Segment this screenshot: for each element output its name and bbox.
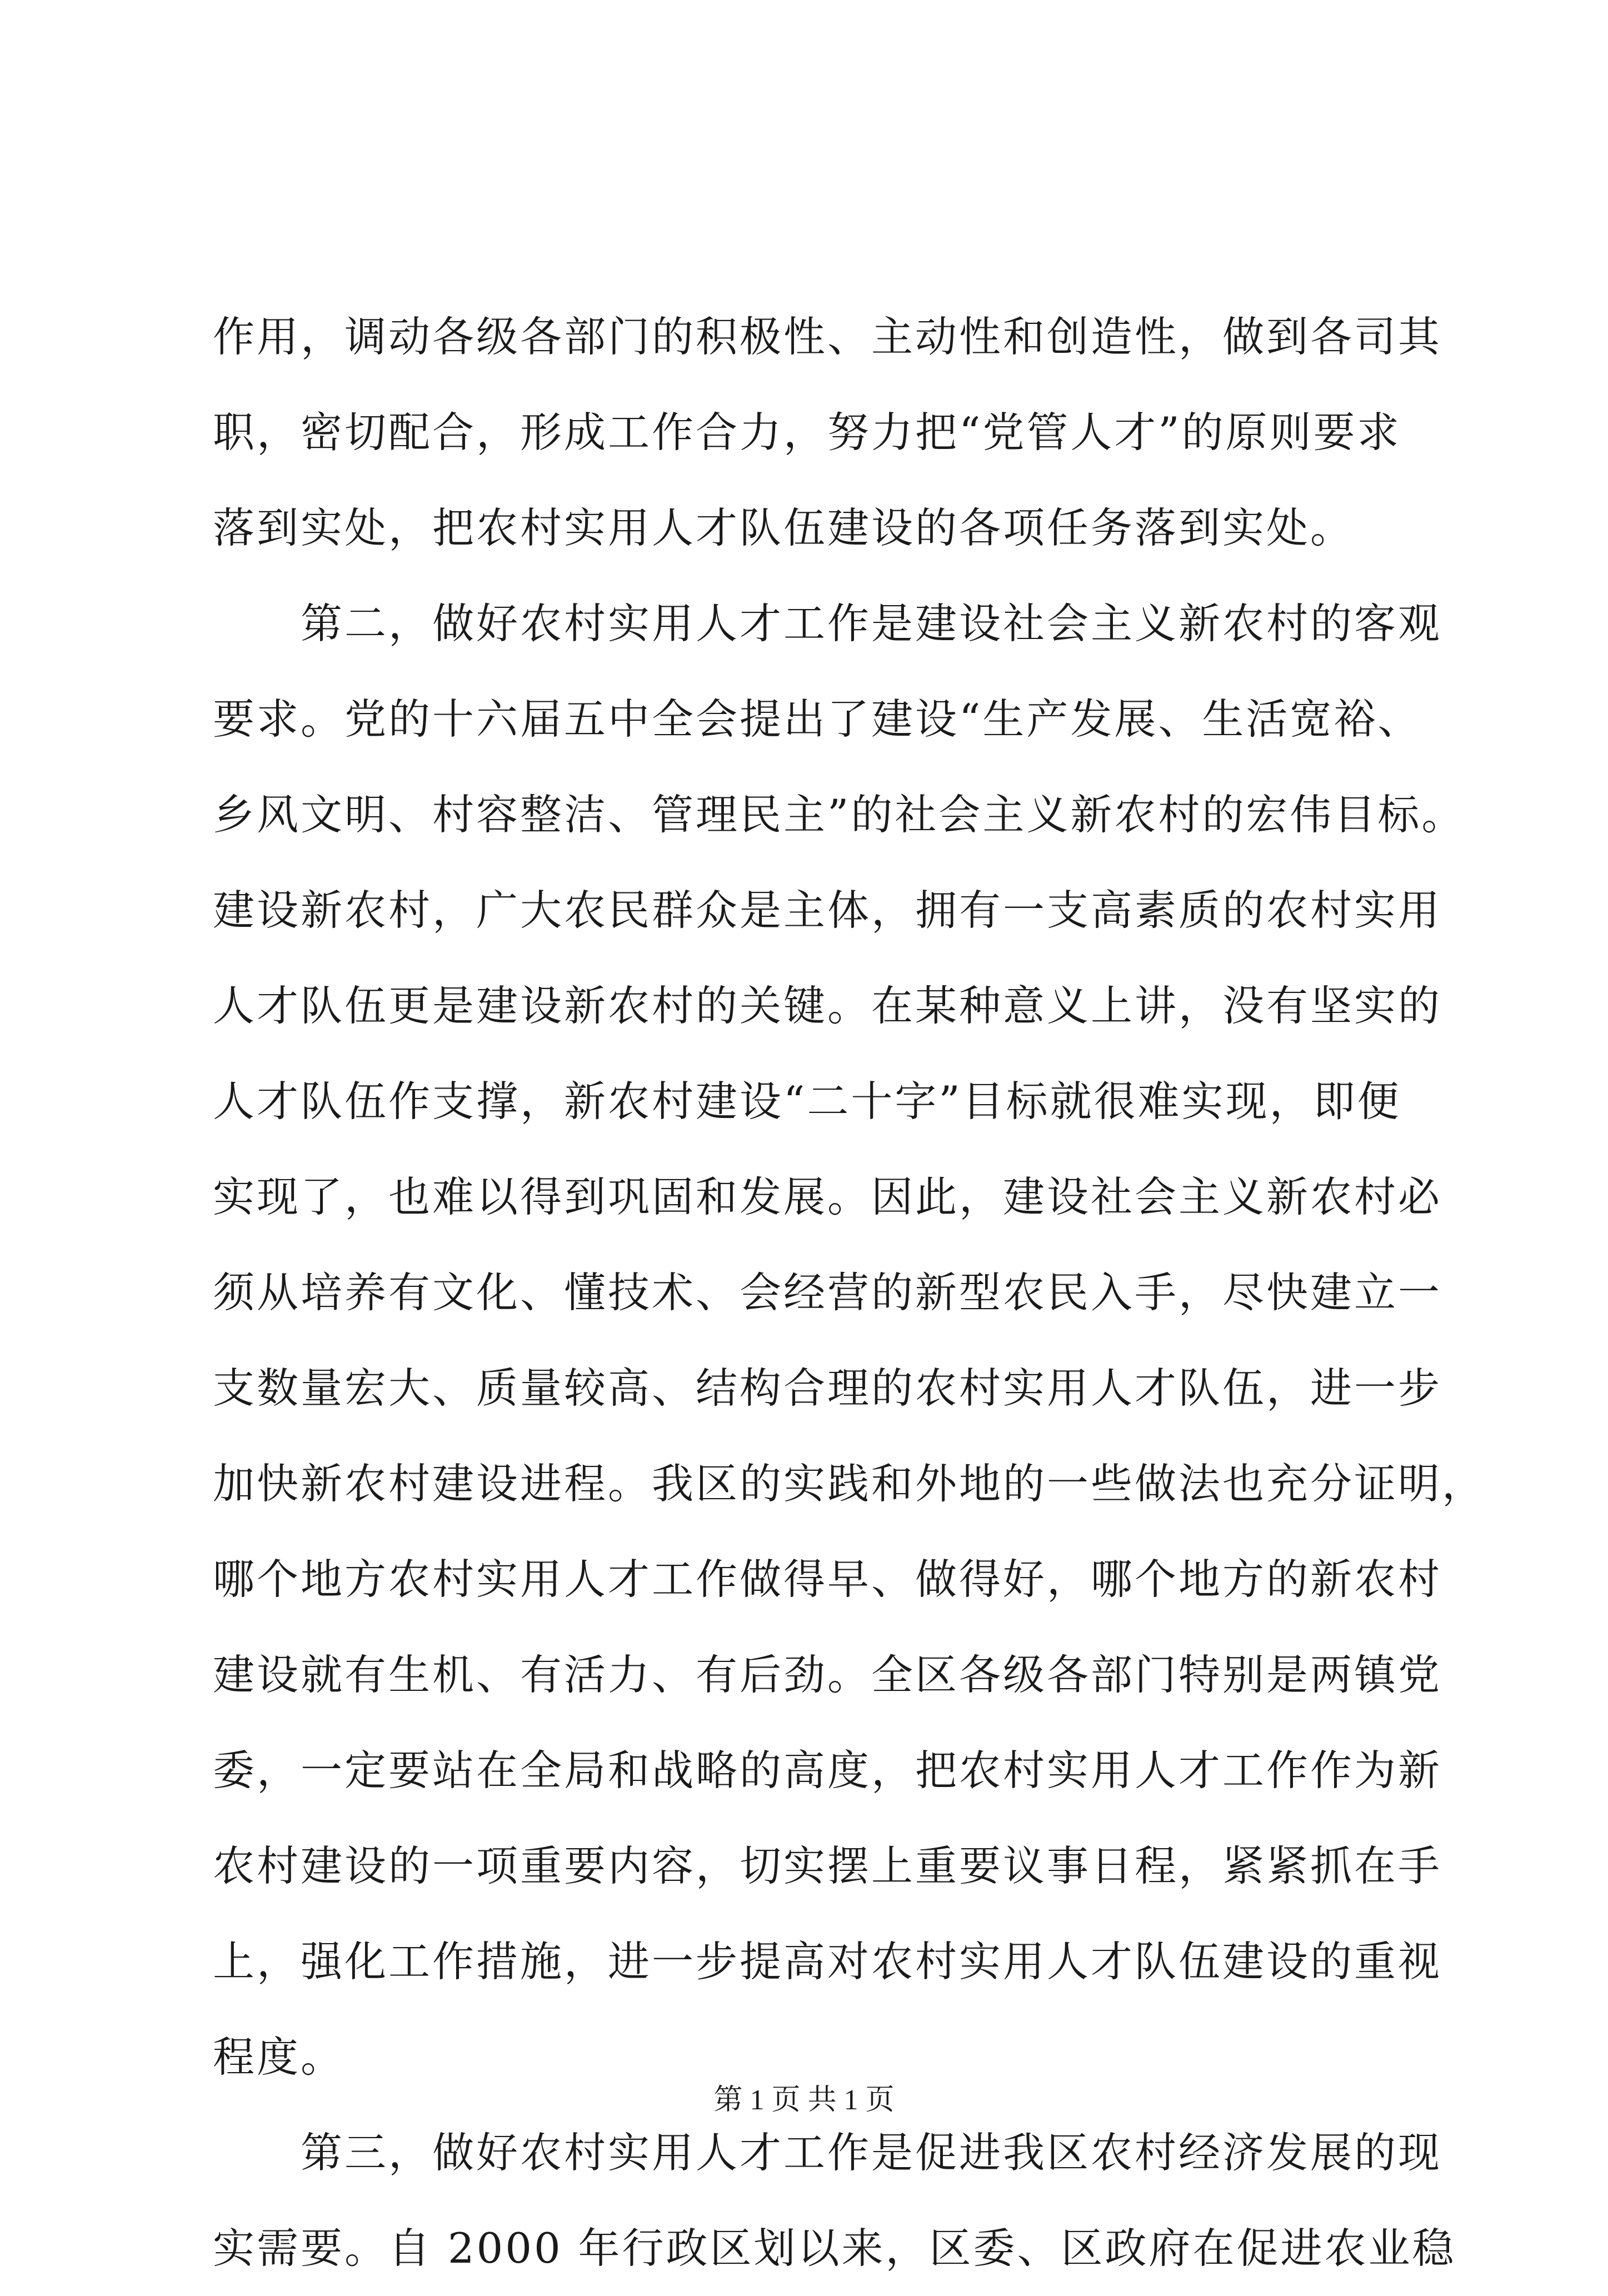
body-text <box>213 289 1486 2296</box>
text-line: 须从培养有文化、懂技术、会经营的新型农民入手，尽快建立一 <box>213 1268 1442 1317</box>
text-line: 乡风文明、村容整洁、管理民主”的社会主义新农村的宏伟目标。 <box>213 790 1466 839</box>
text-line: 第三，做好农村实用人才工作是促进我区农村经济发展的现 <box>213 2128 1442 2177</box>
text-line: 第二，做好农村实用人才工作是建设社会主义新农村的客观 <box>213 599 1442 648</box>
text-line: 建设就有生机、有活力、有后劲。全区各级各部门特别是两镇党 <box>213 1650 1442 1699</box>
text-line: 哪个地方农村实用人才工作做得早、做得好，哪个地方的新农村 <box>213 1555 1442 1604</box>
text-line: 程度。 <box>213 2033 345 2082</box>
text-line: 人才队伍作支撑，新农村建设“二十字”目标就很难实现，即便 <box>213 1077 1401 1126</box>
page-footer: 第 1 页 共 1 页 <box>713 2084 895 2116</box>
text-line: 职，密切配合，形成工作合力，努力把“党管人才”的原则要求 <box>213 408 1401 457</box>
text-line: 实现了，也难以得到巩固和发展。因此，建设社会主义新农村必 <box>213 1172 1442 1221</box>
text-line: 要求。党的十六届五中全会提出了建设“生产发展、生活宽裕、 <box>213 695 1422 743</box>
text-line: 支数量宏大、质量较高、结构合理的农村实用人才队伍，进一步 <box>213 1364 1442 1412</box>
text-line: 建设新农村，广大农民群众是主体，拥有一支高素质的农村实用 <box>213 886 1442 935</box>
text-line: 人才队伍更是建设新农村的关键。在某种意义上讲，没有坚实的 <box>213 981 1442 1030</box>
text-line: 上，强化工作措施，进一步提高对农村实用人才队伍建设的重视 <box>213 1937 1442 1986</box>
text-line: 委，一定要站在全局和战略的高度，把农村实用人才工作作为新 <box>213 1746 1442 1795</box>
text-line: 落到实处，把农村实用人才队伍建设的各项任务落到实处。 <box>213 503 1355 552</box>
text-line: 农村建设的一项重要内容，切实摆上重要议事日程，紧紧抓在手 <box>213 1841 1442 1890</box>
text-line: 实需要。自 2000 年行政区划以来，区委、区政府在促进农业稳 <box>213 2224 1456 2273</box>
text-line: 加快新农村建设进程。我区的实践和外地的一些做法也充分证明， <box>213 1459 1486 1508</box>
text-line: 作用，调动各级各部门的积极性、主动性和创造性，做到各司其 <box>213 312 1442 361</box>
